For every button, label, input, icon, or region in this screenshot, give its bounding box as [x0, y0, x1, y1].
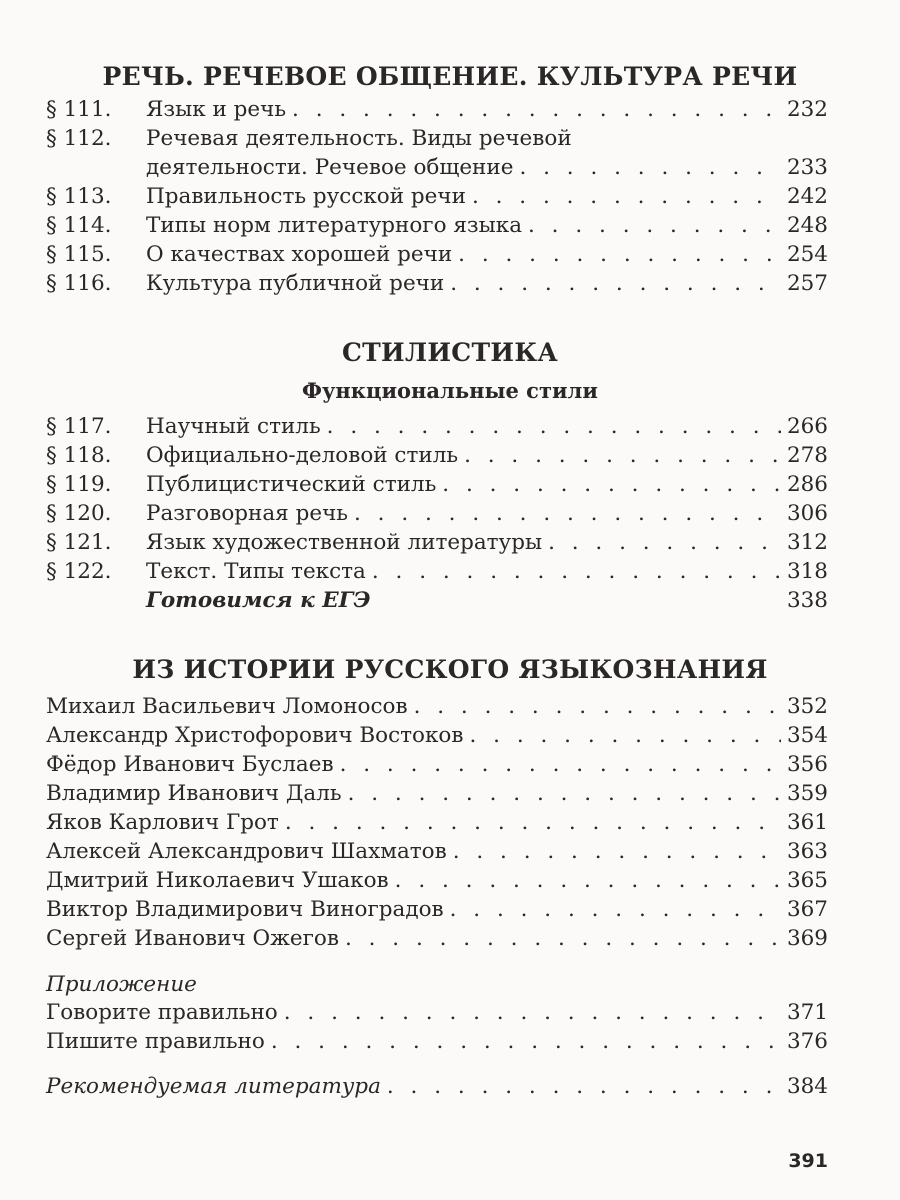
toc-entry — [46, 692, 828, 721]
entry-title: Научный стиль — [146, 414, 321, 439]
toc-entry — [46, 470, 828, 499]
entry-number: § 119. — [46, 472, 112, 497]
leader-dots — [395, 866, 781, 895]
entry-title-line2: деятельности. Речевое общение — [146, 155, 514, 180]
leader-dots — [284, 998, 781, 1027]
toc-entry — [46, 998, 828, 1027]
entry-number: § 120. — [46, 501, 112, 526]
entry-page: 359 — [786, 781, 828, 806]
leader-dots — [469, 721, 780, 750]
entry-number: § 112. — [46, 126, 112, 151]
toc-entry — [46, 124, 828, 153]
toc-entry — [46, 240, 828, 269]
section-heading-speech: РЕЧЬ. РЕЧЕВОЕ ОБЩЕНИЕ. КУЛЬТУРА РЕЧИ — [102, 62, 798, 91]
entry-title: Текст. Типы текста — [146, 559, 366, 584]
toc-entry — [46, 866, 828, 895]
entry-page: 233 — [786, 155, 828, 180]
leader-dots — [348, 779, 781, 808]
leader-dots — [345, 924, 781, 953]
entry-page: 278 — [786, 443, 828, 468]
toc-entry — [46, 750, 828, 779]
entry-number: § 114. — [46, 213, 112, 238]
entry-number: § 116. — [46, 271, 112, 296]
toc-entry — [46, 441, 828, 470]
toc-entry — [46, 557, 828, 586]
leader-dots — [292, 95, 781, 124]
entry-page: 376 — [786, 1029, 828, 1054]
toc-entry — [46, 721, 828, 750]
leader-dots — [528, 211, 781, 240]
entry-title: Рекомендуемая литература — [46, 1074, 381, 1099]
toc-entry — [46, 528, 828, 557]
entry-page: 318 — [786, 559, 828, 584]
entry-title: Язык художественной литературы — [146, 530, 543, 555]
leader-dots — [458, 240, 781, 269]
entry-page: 354 — [786, 723, 828, 748]
entry-number: § 121. — [46, 530, 112, 555]
entry-page: 363 — [786, 839, 828, 864]
toc-entry-exam — [46, 586, 828, 615]
toc-entry — [46, 924, 828, 953]
section-subheading: Функциональные стили — [302, 378, 598, 403]
toc-entry-continuation — [46, 153, 828, 182]
entry-number: § 117. — [46, 414, 112, 439]
entry-title: Фёдор Иванович Буслаев — [46, 752, 334, 777]
entry-title: Речевая деятельность. Виды речевой — [146, 126, 572, 151]
entry-title: Владимир Иванович Даль — [46, 781, 342, 806]
entry-title: Культура публичной речи — [146, 271, 445, 296]
entry-title: Яков Карлович Грот — [46, 810, 279, 835]
entry-number: § 118. — [46, 443, 112, 468]
toc-entry — [46, 808, 828, 837]
toc-entry — [46, 412, 828, 441]
entry-number: § 113. — [46, 184, 112, 209]
leader-dots — [442, 470, 781, 499]
entry-title: Дмитрий Николаевич Ушаков — [46, 868, 389, 893]
appendix-label: Приложение — [46, 972, 197, 997]
entry-title: Публицистический стиль — [146, 472, 437, 497]
toc-entry — [46, 837, 828, 866]
entry-page: 242 — [786, 184, 828, 209]
entry-page: 356 — [786, 752, 828, 777]
toc-entry — [46, 895, 828, 924]
leader-dots — [372, 557, 781, 586]
toc-entry-literature — [46, 1072, 828, 1101]
leader-dots — [387, 1072, 781, 1101]
leader-dots — [450, 269, 781, 298]
entry-page: 384 — [786, 1074, 828, 1099]
leader-dots — [414, 692, 781, 721]
entry-page: 361 — [786, 810, 828, 835]
toc-entry — [46, 95, 828, 124]
toc-entry — [46, 499, 828, 528]
entry-title: Язык и речь — [146, 97, 287, 122]
entry-title: Виктор Владимирович Виноградов — [46, 897, 444, 922]
toc-entry — [46, 182, 828, 211]
entry-title: Михаил Васильевич Ломоносов — [46, 694, 408, 719]
entry-page: 369 — [786, 926, 828, 951]
leader-dots — [340, 750, 781, 779]
entry-number: § 122. — [46, 559, 112, 584]
entry-page: 338 — [786, 588, 828, 613]
entry-page: 232 — [786, 97, 828, 122]
entry-page: 352 — [786, 694, 828, 719]
toc-entry — [46, 211, 828, 240]
entry-page: 257 — [786, 271, 828, 296]
entry-title: О качествах хорошей речи — [146, 242, 453, 267]
toc-entry — [46, 1027, 828, 1056]
entry-page: 248 — [786, 213, 828, 238]
entry-number: § 115. — [46, 242, 112, 267]
entry-title: Сергей Иванович Ожегов — [46, 926, 339, 951]
section-heading-history: ИЗ ИСТОРИИ РУССКОГО ЯЗЫКОЗНАНИЯ — [132, 655, 768, 684]
entry-title: Правильность русской речи — [146, 184, 466, 209]
leader-dots — [271, 1027, 781, 1056]
entry-title: Говорите правильно — [46, 1000, 278, 1025]
entry-number: § 111. — [46, 97, 112, 122]
entry-title: Типы норм литературного языка — [146, 213, 523, 238]
entry-title: Официально-деловой стиль — [146, 443, 459, 468]
entry-page: 371 — [786, 1000, 828, 1025]
leader-dots — [453, 837, 781, 866]
leader-dots — [450, 895, 781, 924]
entry-page: 306 — [786, 501, 828, 526]
leader-dots — [327, 412, 781, 441]
entry-page: 312 — [786, 530, 828, 555]
entry-title: Готовимся к ЕГЭ — [146, 588, 371, 613]
page-number: 391 — [788, 1150, 828, 1172]
entry-title: Пишите правильно — [46, 1029, 265, 1054]
entry-page: 286 — [786, 472, 828, 497]
entry-title: Александр Христофорович Востоков — [46, 723, 464, 748]
leader-dots — [285, 808, 781, 837]
leader-dots — [472, 182, 781, 211]
toc-entry — [46, 269, 828, 298]
entry-page: 254 — [786, 242, 828, 267]
leader-dots — [519, 153, 781, 182]
leader-dots — [354, 499, 781, 528]
entry-page: 365 — [786, 868, 828, 893]
leader-dots — [548, 528, 781, 557]
section-heading-stylistics: СТИЛИСТИКА — [341, 338, 559, 367]
entry-title: Разговорная речь — [146, 501, 348, 526]
entry-page: 266 — [786, 414, 828, 439]
entry-title: Алексей Александрович Шахматов — [46, 839, 447, 864]
entry-page: 367 — [786, 897, 828, 922]
toc-entry — [46, 779, 828, 808]
leader-dots — [464, 441, 781, 470]
